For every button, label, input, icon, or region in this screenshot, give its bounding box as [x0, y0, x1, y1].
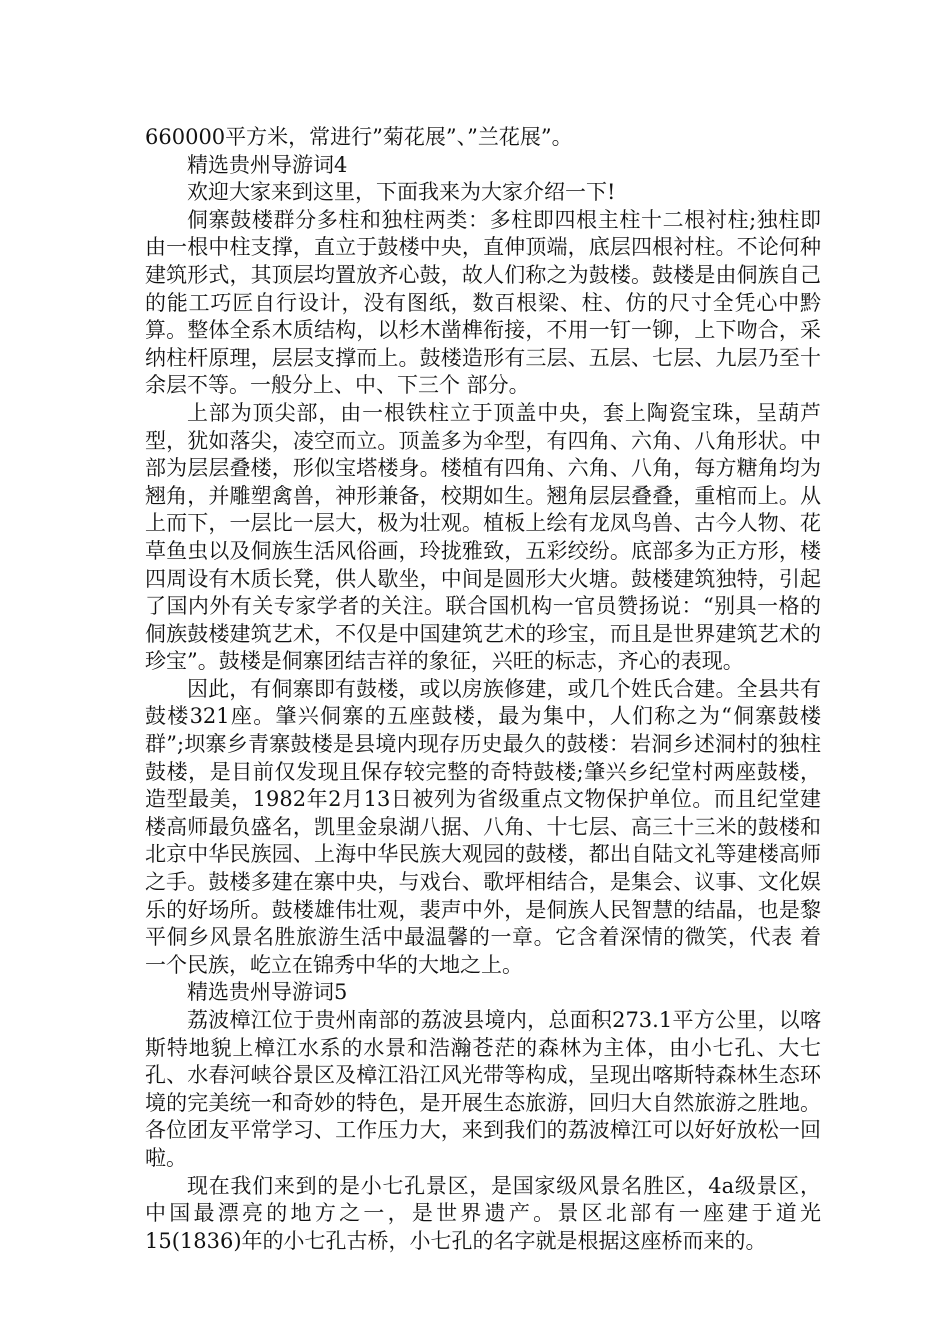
paragraph-drum-tower-distribution: 因此，有侗寨即有鼓楼，或以房族修建，或几个姓氏合建。全县共有鼓楼321座。肇兴侗寨的五座鼓楼，最为集中，人们称之为“侗寨鼓楼群”;坝寨乡青寨鼓楼是县境内现存历史最久的鼓楼：岩洞乡述洞村的独柱鼓楼，是目前仅发现且保存较完整的奇特鼓楼;肇兴乡纪堂村两座鼓楼，造型最美，1982年2月13日被列为省级重点文物保护单位。而且纪堂建楼高师最负盛名，凯里金泉湖八据、八角、十七层、高三十三米的鼓楼和北京中华民族园、上海中华民族大观园的鼓楼，都出自陆文礼等建楼高师之手。鼓楼多建在寨中央，与戏台、歌坪相结合，是集会、议事、文化娱乐的好场所。鼓楼雄伟壮观，裴声中外，是侗族人民智慧的结晶，也是黎平侗乡风景名胜旅游生活中最温馨的一章。它含着深情的微笑，代表 着一个民族，屹立在锦秀中华的大地之上。	[145, 676, 821, 977]
section-heading-5: 精选贵州导游词5	[187, 980, 348, 1005]
paragraph-drum-tower-types: 侗寨鼓楼群分多柱和独柱两类：多柱即四根主柱十二根衬柱;独柱即由一根中柱支撑，直立于鼓楼中央，直伸顶端，底层四根衬柱。不论何种建筑形式，其顶层均置放齐心鼓，故人们称之为鼓楼。鼓楼是由侗族自己的能工巧匠自行设计，没有图纸，数百根梁、柱、仿的尺寸全凭心中黔算。整体全系木质结构，以杉木凿榫衔接，不用一钉一铆，上下吻合，采纳柱杆原理，层层支撑而上。鼓楼造形有三层、五层、七层、九层乃至十余层不等。一般分上、中、下三个 部分。	[145, 207, 821, 398]
paragraph-xiaoqikong: 现在我们来到的是小七孔景区，是国家级风景名胜区，4a级景区，中国最漂亮的地方之一，是世界遗产。景区北部有一座建于道光15(1836)年的小七孔古桥，小七孔的名字就是根据这座桥而来的。	[145, 1173, 821, 1253]
document-body	[145, 124, 821, 1255]
paragraph-libo-zhangjiang: 荔波樟江位于贵州南部的荔波县境内，总面积273.1平方公里，以喀斯特地貌上樟江水系的水景和浩瀚苍茫的森林为主体，由小七孔、大七孔、水春河峡谷景区及樟江沿江风光带等构成，呈现出喀斯特森林生态环境的完美统一和奇妙的特色，是开展生态旅游，回归大自然旅游之胜地。各位团友平常学习、工作压力大，来到我们的荔波樟江可以好好放松一回啦。	[145, 1008, 821, 1170]
paragraph-flower-show: 660000平方米，常进行”菊花展”、”兰花展”。	[145, 125, 573, 149]
paragraph-drum-tower-structure: 上部为顶尖部，由一根铁柱立于顶盖中央，套上陶瓷宝珠，呈葫芦型，犹如落尖，凌空而立。顶盖多为伞型，有四角、六角、八角形状。中部为层层叠楼，形似宝塔楼身。楼植有四角、六角、八角，每方糖角均为翘角，并雕塑禽兽，神形兼备，校期如生。翘角层层叠叠，重棺而上。从上而下，一层比一层大，极为壮观。植板上绘有龙凤鸟兽、古今人物、花草鱼虫以及侗族生活风俗画，玲拢雅致，五彩绞纷。底部多为正方形，楼四周设有木质长凳，供人歇坐，中间是圆形大火塘。鼓楼建筑独特，引起了国内外有关专家学者的关注。联合国机构一官员赞扬说：“别具一格的侗族鼓楼建筑艺术，不仅是中国建筑艺术的珍宝，而且是世界建筑艺术的珍宝”。鼓楼是侗寨团结吉祥的象征，兴旺的标志，齐心的表现。	[145, 400, 821, 674]
section-heading-4: 精选贵州导游词4	[187, 152, 348, 177]
paragraph-welcome: 欢迎大家来到这里，下面我来为大家介绍一下!	[187, 180, 616, 205]
